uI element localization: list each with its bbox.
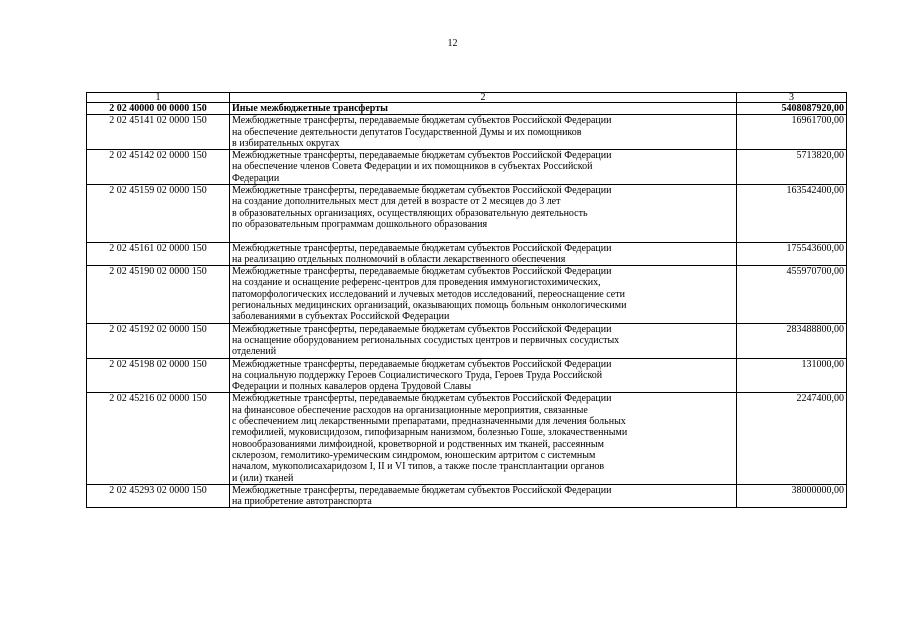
description-line: заболеваниями в субъектах Российской Федерации <box>232 311 450 323</box>
description-line: в избирательных округах <box>232 137 340 149</box>
row-description <box>230 185 737 242</box>
row-description <box>230 150 737 185</box>
description-line: Межбюджетные трансферты, передаваемые бюджетам субъектов Российской Федерации <box>232 358 612 370</box>
header-row <box>87 93 847 103</box>
description-line: Федерации <box>232 172 280 184</box>
description-line: новообразованиями лимфоидной, кроветворной и родственных им тканей, рассеянным <box>232 438 604 450</box>
row-code: 2 02 45192 02 0000 150 <box>87 323 230 358</box>
row-code: 2 02 40000 00 0000 150 <box>87 103 230 115</box>
row-amount: 283488800,00 <box>737 323 847 358</box>
header-cell-2: 2 <box>230 93 737 103</box>
description-line: Межбюджетные трансферты, передаваемые бюджетам субъектов Российской Федерации <box>232 393 612 405</box>
row-code: 2 02 45141 02 0000 150 <box>87 115 230 150</box>
row-code: 2 02 45190 02 0000 150 <box>87 266 230 323</box>
row-description <box>230 323 737 358</box>
row-description <box>230 115 737 150</box>
description-line: на создание дополнительных мест для детей в возрасте от 2 месяцев до 3 лет <box>232 196 561 208</box>
description-line: на обеспечение деятельности депутатов Государственной Думы и их помощников <box>232 126 582 138</box>
table-row <box>87 323 847 358</box>
row-description <box>230 266 737 323</box>
description-line: склерозом, гемолитико-уремическим синдромом, юношеским артритом с системным <box>232 449 596 461</box>
table-row <box>87 358 847 393</box>
header-cell-1: 1 <box>87 93 230 103</box>
description-line: Иные межбюджетные трансферты <box>232 103 388 114</box>
table-row <box>87 115 847 150</box>
row-description <box>230 358 737 393</box>
description-line: на обеспечение членов Совета Федерации и их помощников в субъектах Российской <box>232 161 593 173</box>
description-line: Федерации и полных кавалеров ордена Трудовой Славы <box>232 381 472 393</box>
row-code: 2 02 45159 02 0000 150 <box>87 185 230 242</box>
table-row <box>87 103 847 115</box>
row-code: 2 02 45142 02 0000 150 <box>87 150 230 185</box>
description-line: на оснащение оборудованием региональных сосудистых центров и первичных сосудистых <box>232 334 620 346</box>
description-line: в образовательных организациях, осуществляющих образовательную деятельность <box>232 207 588 219</box>
description-line: на финансовое обеспечение расходов на организационные мероприятия, связанные <box>232 404 588 416</box>
row-amount: 163542400,00 <box>737 185 847 242</box>
row-amount: 38000000,00 <box>737 484 847 508</box>
description-line: патоморфологических исследований и лучевых методов исследований, переоснащение сети <box>232 288 625 300</box>
description-line: на создание и оснащение референс-центров для проведения иммуногистохимических, <box>232 277 601 289</box>
table-row <box>87 484 847 508</box>
row-amount: 5713820,00 <box>737 150 847 185</box>
row-code: 2 02 45216 02 0000 150 <box>87 393 230 484</box>
description-line: началом, мукополисахаридозом I, II и VI типов, а также после трансплантации органов <box>232 461 605 473</box>
header-cell-3: 3 <box>737 93 847 103</box>
description-line: региональных медицинских организаций, оказывающих помощь больным онкологическими <box>232 300 627 312</box>
description-line: Межбюджетные трансферты, передаваемые бюджетам субъектов Российской Федерации <box>232 242 612 254</box>
description-line: на социальную поддержку Героев Социалистического Труда, Героев Труда Российской <box>232 369 603 381</box>
description-line: на реализацию отдельных полномочий в области лекарственного обеспечения <box>232 253 566 265</box>
row-description <box>230 103 737 115</box>
row-code: 2 02 45161 02 0000 150 <box>87 242 230 266</box>
page-number: 12 <box>447 38 458 49</box>
description-line: Межбюджетные трансферты, передаваемые бюджетам субъектов Российской Федерации <box>232 115 612 127</box>
description-line: Межбюджетные трансферты, передаваемые бюджетам субъектов Российской Федерации <box>232 266 612 278</box>
row-amount: 2247400,00 <box>737 393 847 484</box>
description-line: Межбюджетные трансферты, передаваемые бюджетам субъектов Российской Федерации <box>232 150 612 162</box>
row-description <box>230 393 737 484</box>
row-code: 2 02 45293 02 0000 150 <box>87 484 230 508</box>
row-amount: 131000,00 <box>737 358 847 393</box>
description-line: на приобретение автотранспорта <box>232 496 372 508</box>
description-line: и (или) тканей <box>232 472 294 484</box>
row-code: 2 02 45198 02 0000 150 <box>87 358 230 393</box>
description-line <box>232 230 734 241</box>
budget-table <box>86 92 847 508</box>
description-line: отделений <box>232 346 277 358</box>
row-amount: 455970700,00 <box>737 266 847 323</box>
row-description <box>230 484 737 508</box>
description-line: гемофилией, муковисцидозом, гипофизарным нанизмом, болезнью Гоше, злокачественными <box>232 427 628 439</box>
description-line: по образовательным программам дошкольного образования <box>232 218 488 230</box>
table-row <box>87 150 847 185</box>
description-line: Межбюджетные трансферты, передаваемые бюджетам субъектов Российской Федерации <box>232 323 612 335</box>
description-line: с обеспечением лиц лекарственными препаратами, предназначенными для лечения больных <box>232 416 626 428</box>
row-amount: 16961700,00 <box>737 115 847 150</box>
row-amount: 5408087920,00 <box>737 103 847 115</box>
table-row <box>87 266 847 323</box>
description-line: Межбюджетные трансферты, передаваемые бюджетам субъектов Российской Федерации <box>232 185 612 197</box>
table-row <box>87 242 847 266</box>
table-row <box>87 185 847 242</box>
row-description <box>230 242 737 266</box>
row-amount: 175543600,00 <box>737 242 847 266</box>
description-line: Межбюджетные трансферты, передаваемые бюджетам субъектов Российской Федерации <box>232 484 612 496</box>
table-row <box>87 393 847 484</box>
